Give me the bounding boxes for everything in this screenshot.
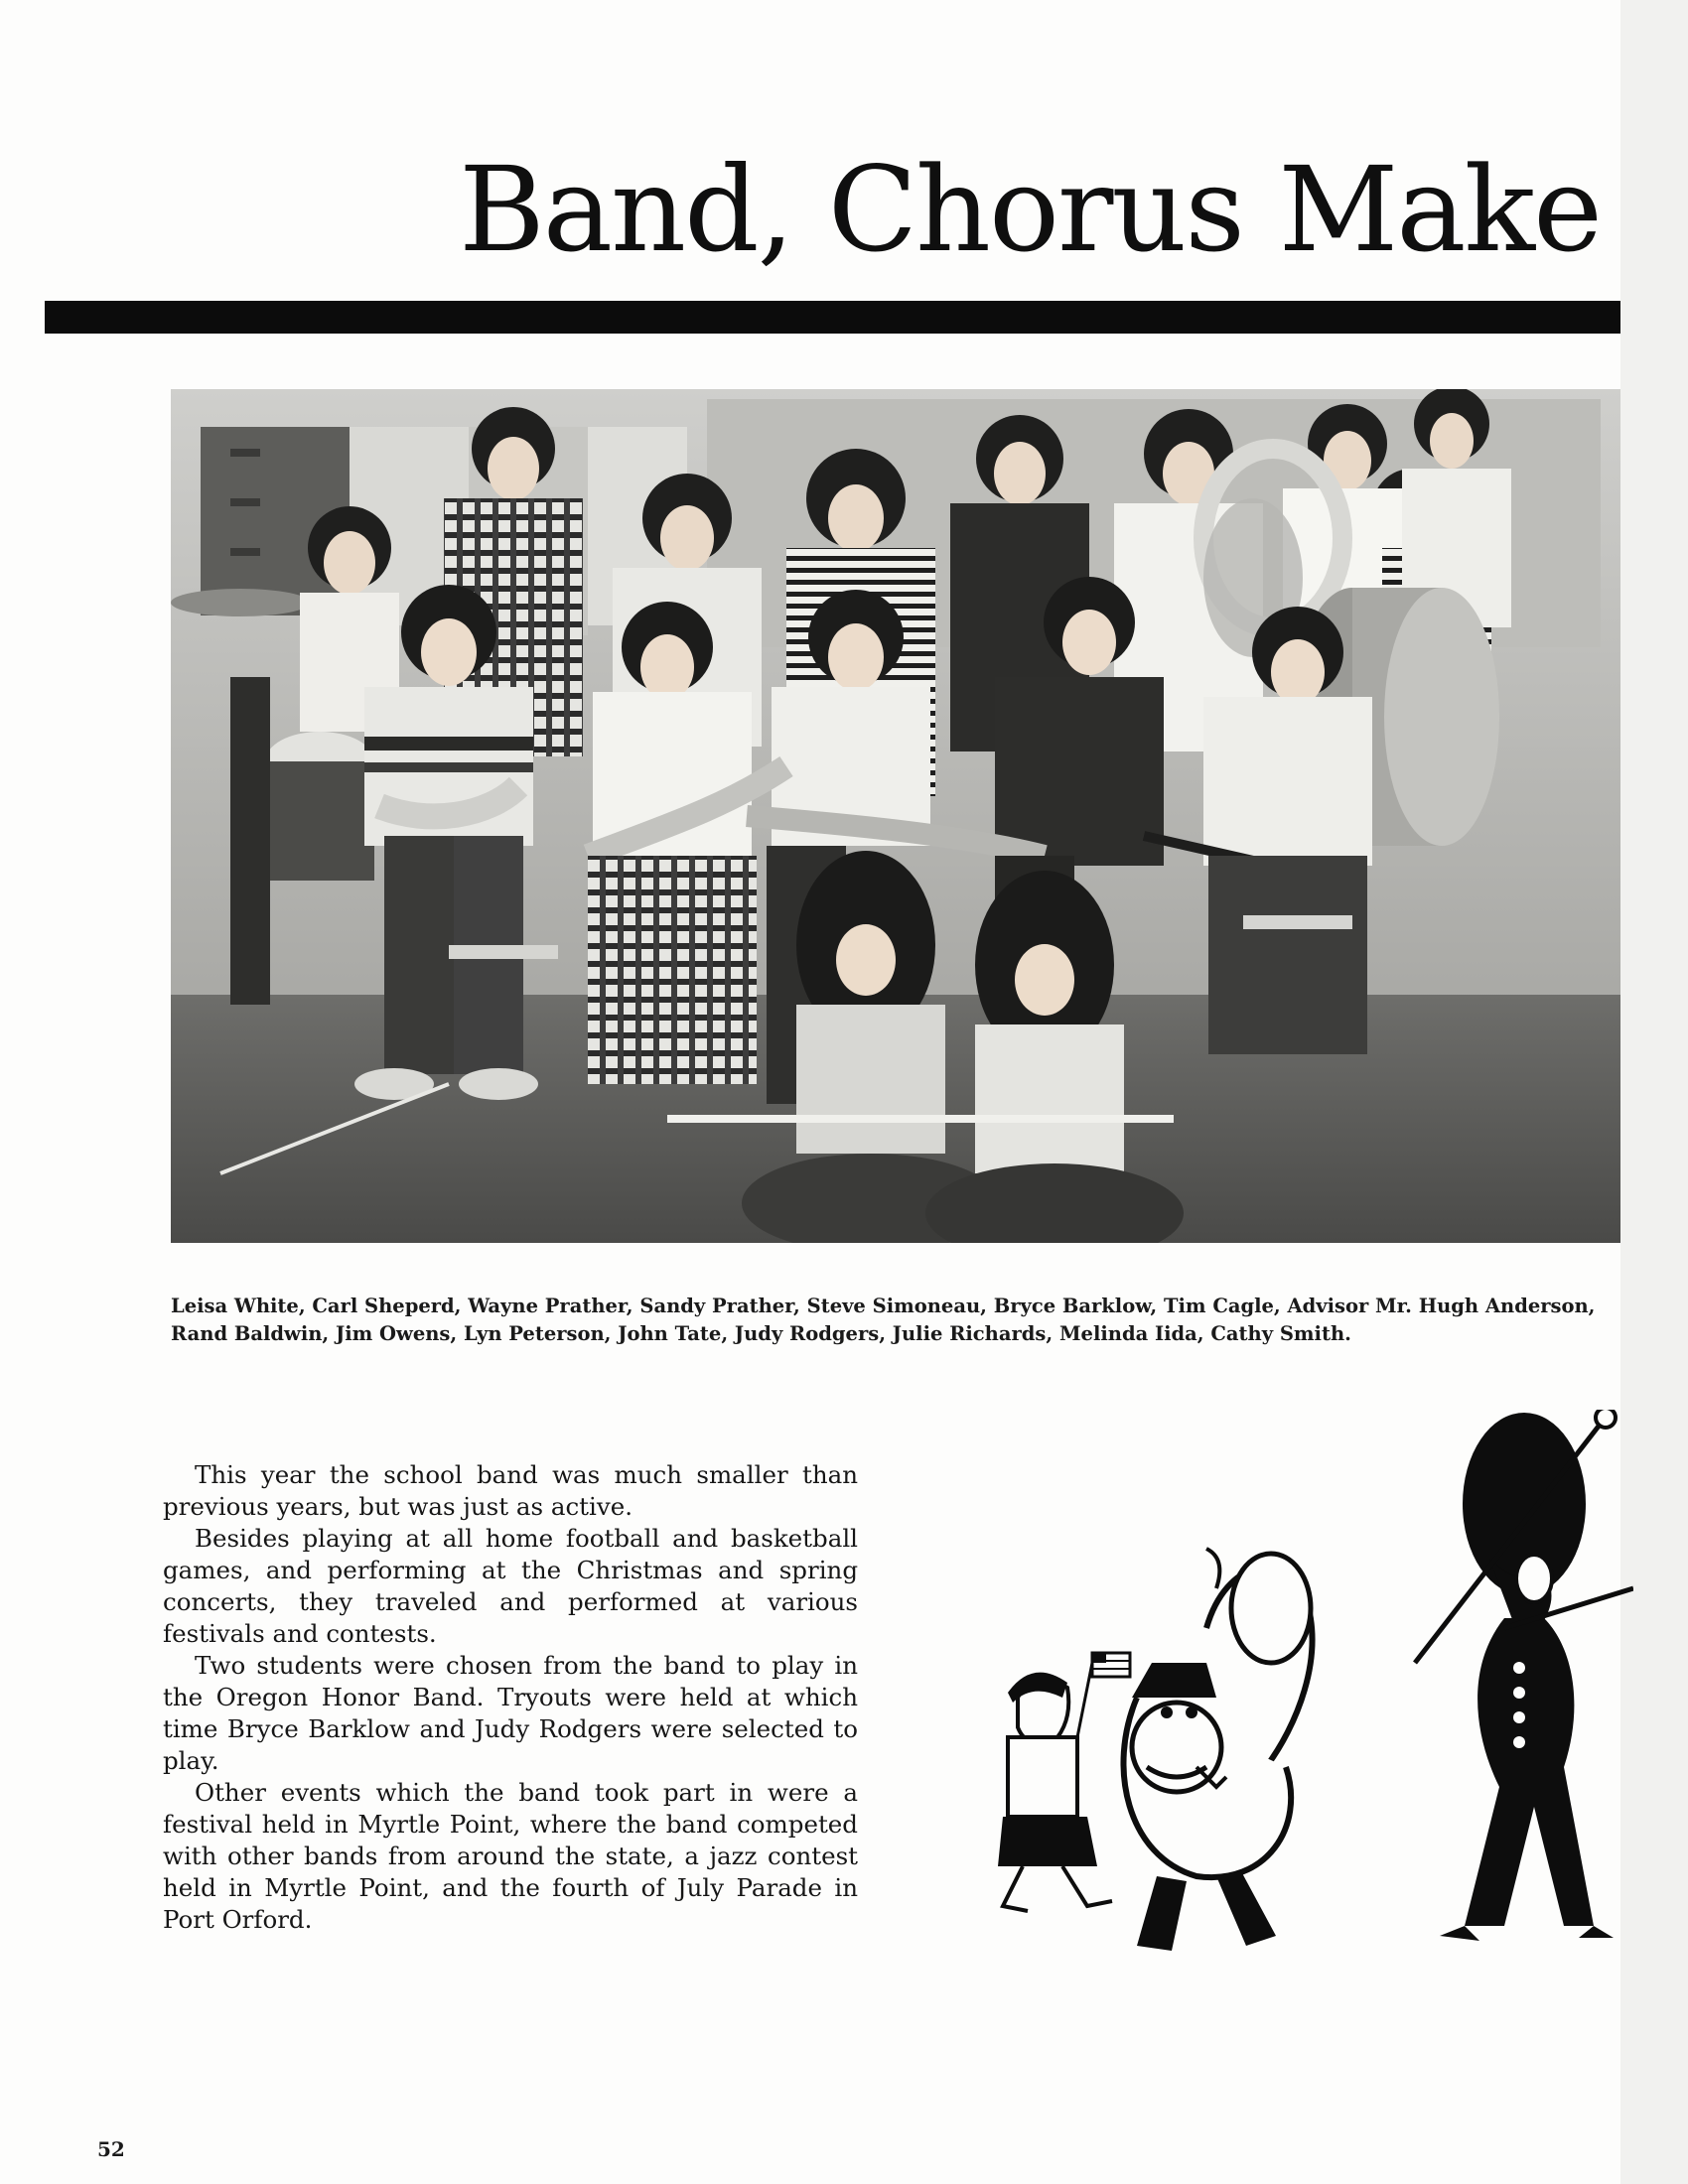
band-group-photo [171,389,1620,1243]
story-paragraph: Other events which the band took part in were a festival held in Myrtle Point, where the band competed with other bands from around the state, a jazz contest held in Myrtle Point, and the fourth of July Parade in Port Orford. [163,1778,858,1934]
drum-major-figure [1415,1410,1633,1941]
story-paragraph: Two students were chosen from the band to play in the Oregon Honor Band. Tryouts were held at which time Bryce Barklow and Judy Rodgers were selected to play. [163,1651,858,1775]
band-photo-illustration [171,389,1620,1243]
story-paragraph: This year the school band was much smaller than previous years, but was just as active. [163,1460,858,1521]
marching-band-cartoon [948,1410,1633,1985]
cartoon-illustration [948,1410,1633,1985]
flag-waving-kid-figure [998,1653,1130,1911]
story-paragraph: Besides playing at all home football and basketball games, and performing at the Christmas and spring concerts, they traveled and performed at various festivals and contests. [163,1524,858,1648]
photo-caption: Leisa White, Carl Sheperd, Wayne Prather, Sandy Prather, Steve Simoneau, Bryce Barklow, Tim Cagle, Advisor Mr. Hugh Anderson, Rand Baldwin, Jim Owens, Lyn Peterson, John Tate, Judy Rodgers, Julie Richards, Melinda Iida, Cathy Smith. [171,1295,1596,1345]
sousaphone-player-figure [1124,1549,1313,1951]
story-body [163,1459,858,1936]
headline-rule [45,301,1620,334]
page-headline: Band, Chorus Make [459,141,1601,278]
page-number: 52 [97,2137,125,2161]
